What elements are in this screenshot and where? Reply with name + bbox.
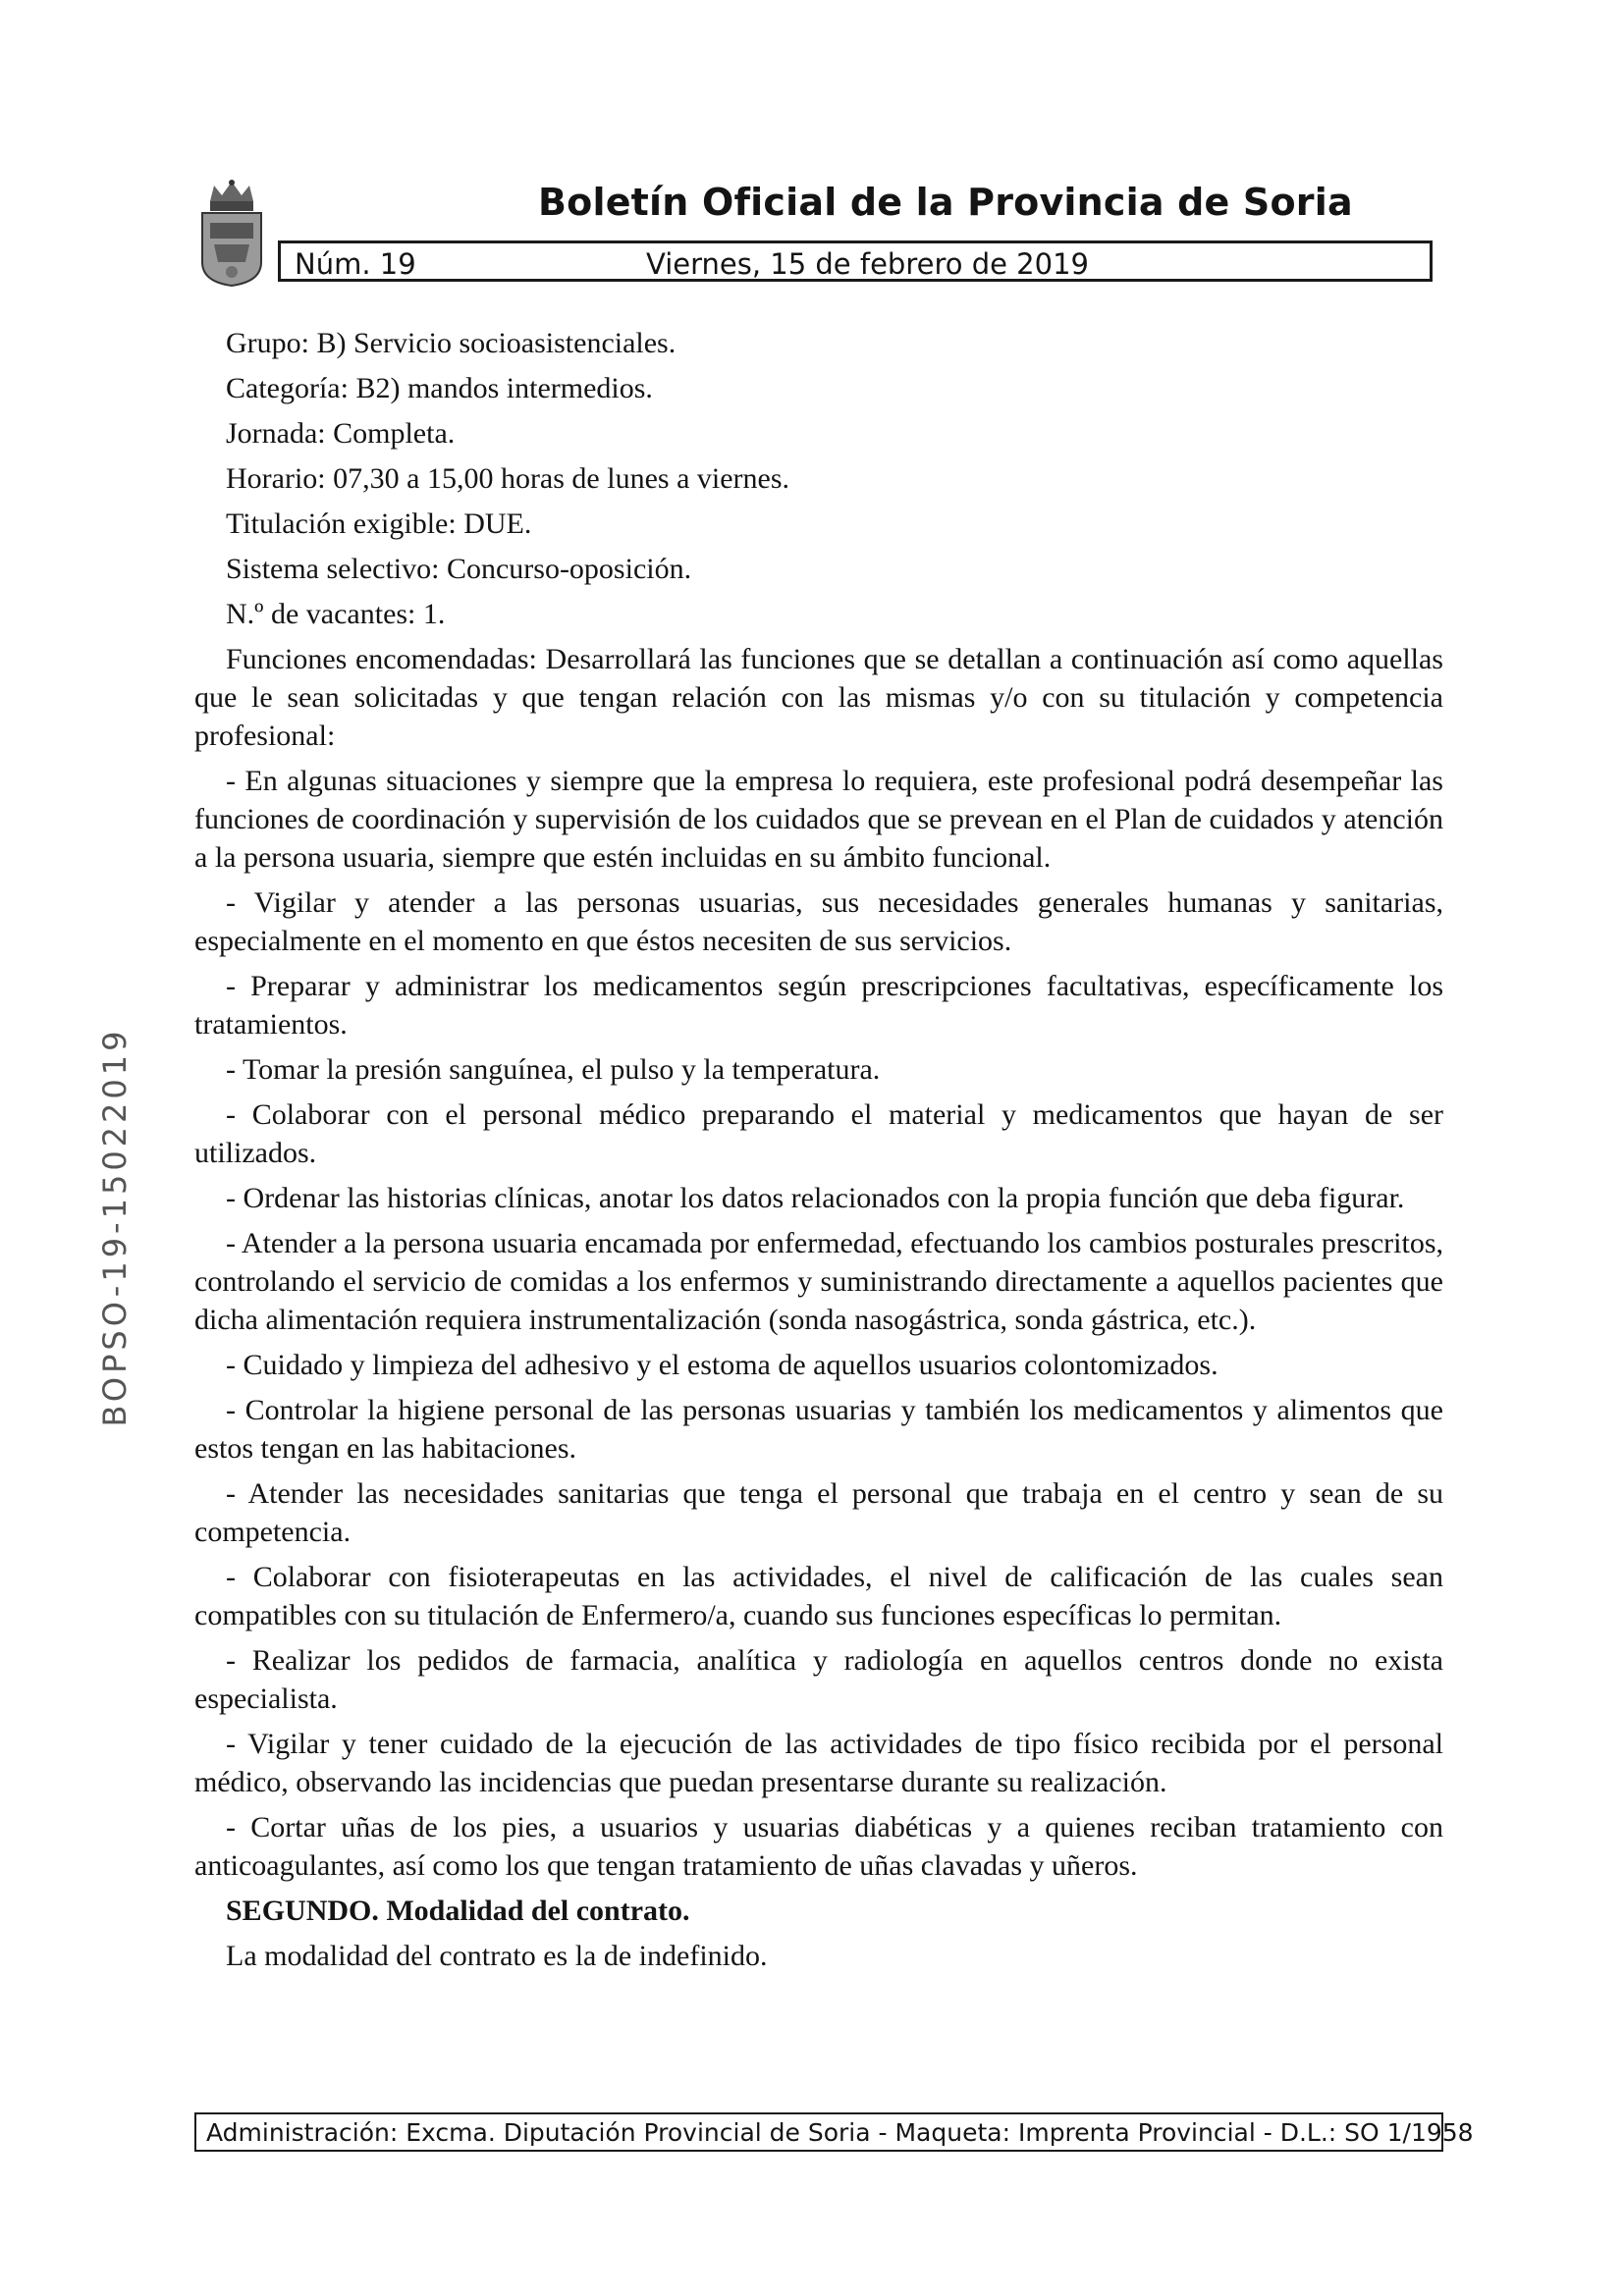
section-text: La modalidad del contrato es la de indefinido. [226,1940,768,1972]
field-categoria: Categoría: B2) mandos intermedios. [226,372,653,404]
function-item: - Atender a la persona usuaria encamada por enfermedad, efectuando los cambios posturales prescritos, controlando el servicio de comidas a los enfermos y suministrando directamente a aquellos pacientes que dicha alimentación requiera instrumentalización (sonda nasogástrica, sonda gástrica, etc.). [194,1227,1443,1336]
function-item: - Realizar los pedidos de farmacia, analítica y radiología en aquellos centros donde no exista especialista. [194,1644,1443,1715]
function-item: - Colaborar con el personal médico preparando el material y medicamentos que hayan de ser utilizados. [194,1098,1443,1169]
function-item: - Cortar uñas de los pies, a usuarios y usuarias diabéticas y a quienes reciban tratamiento con anticoagulantes, así como los que tengan tratamiento de uñas clavadas y uñeros. [194,1811,1443,1882]
field-jornada: Jornada: Completa. [226,417,456,450]
footer-text: Administración: Excma. Diputación Provincial de Soria - Maqueta: Imprenta Provincial - D.L.: SO 1/1958 [206,2118,1474,2147]
function-item: - Controlar la higiene personal de las personas usuarias y también los medicamentos y alimentos que estos tengan en las habitaciones. [194,1394,1443,1465]
function-item: - Ordenar las historias clínicas, anotar los datos relacionados con la propia función que deba figurar. [226,1182,1405,1214]
function-item: - Tomar la presión sanguínea, el pulso y la temperatura. [226,1053,881,1086]
function-item: - Vigilar y tener cuidado de la ejecución de las actividades de tipo físico recibida por el personal médico, observando las incidencias que puedan presentarse durante su realización. [194,1728,1443,1798]
function-item: - Vigilar y atender a las personas usuarias, sus necesidades generales humanas y sanitarias, especialmente en el momento en que éstos necesiten de sus servicios. [194,886,1443,957]
document-code-vertical: BOPSO-19-15022019 [96,1027,134,1427]
function-item: - En algunas situaciones y siempre que la empresa lo requiera, este profesional podrá desempeñar las funciones de coordinación y supervisión de los cuidados que se prevean en el Plan de cuidados y atención a la persona usuaria, siempre que estén incluidas en su ámbito funcional. [194,765,1443,874]
issue-bar [278,240,1433,282]
field-grupo: Grupo: B) Servicio socioasistenciales. [226,327,677,359]
field-horario: Horario: 07,30 a 15,00 horas de lunes a viernes. [226,462,790,495]
function-item: - Colaborar con fisioterapeutas en las actividades, el nivel de calificación de las cuales sean compatibles con su titulación de Enfermero/a, cuando sus funciones específicas lo permitan. [194,1561,1443,1631]
section-heading: SEGUNDO. Modalidad del contrato. [226,1895,690,1927]
function-item: - Cuidado y limpieza del adhesivo y el estoma de aquellos usuarios colontomizados. [226,1349,1218,1381]
issue-number: Núm. 19 [295,247,416,281]
issue-date: Viernes, 15 de febrero de 2019 [646,247,1089,281]
bulletin-title: Boletín Oficial de la Provincia de Soria [538,181,1353,224]
function-item: - Atender las necesidades sanitarias que tenga el personal que trabaja en el centro y sean de su competencia. [194,1477,1443,1548]
document-body [194,324,1443,1982]
field-vacantes: N.º de vacantes: 1. [226,598,446,630]
functions-intro: Funciones encomendadas: Desarrollará las funciones que se detallan a continuación así como aquellas que le sean solicitadas y que tengan relación con las mismas y/o con su titulación y competencia profesional: [194,643,1443,752]
provincial-crest-logo [196,180,267,288]
field-sistema-selectivo: Sistema selectivo: Concurso-oposición. [226,553,692,585]
function-item: - Preparar y administrar los medicamentos según prescripciones facultativas, específicamente los tratamientos. [194,970,1443,1041]
field-titulacion: Titulación exigible: DUE. [226,507,532,540]
footer-bar [194,2112,1474,2152]
